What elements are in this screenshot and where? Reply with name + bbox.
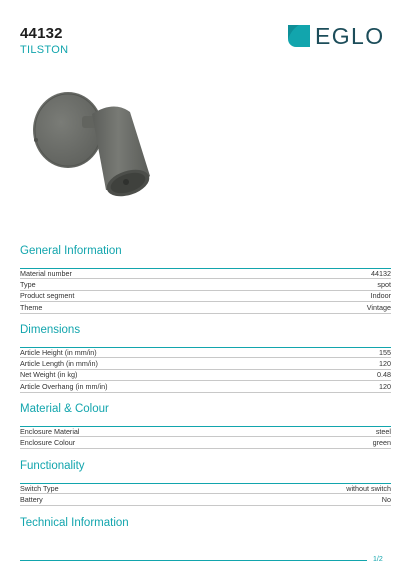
spec-value: Vintage (366, 302, 391, 312)
spec-label: Article Height (in mm/in) (20, 348, 97, 358)
article-name: TILSTON (20, 44, 69, 56)
brand-mark-icon (288, 25, 310, 47)
spec-row (20, 347, 391, 358)
section-title-material: Material & Colour (20, 403, 109, 415)
dimensions-table (20, 347, 391, 393)
spec-row (20, 291, 391, 302)
spec-row (20, 279, 391, 290)
spec-value: Indoor (370, 291, 391, 301)
page-number: 1/2 (373, 556, 383, 563)
general-info-table (20, 268, 391, 314)
spec-label: Type (20, 280, 36, 290)
article-number: 44132 (20, 25, 63, 42)
spec-value: spot (377, 280, 391, 290)
spec-label: Enclosure Material (20, 427, 80, 437)
spec-label: Material number (20, 269, 72, 279)
section-title-dimensions: Dimensions (20, 324, 81, 336)
section-title-technical: Technical Information (20, 517, 129, 529)
spec-row (20, 426, 391, 437)
spec-value: green (372, 438, 391, 448)
spot-lamp-icon (22, 92, 172, 212)
spec-label: Article Length (in mm/in) (20, 359, 98, 369)
spec-row (20, 483, 391, 494)
spec-row (20, 358, 391, 369)
spec-value: 44132 (371, 269, 391, 279)
spec-value: No (381, 495, 391, 505)
spec-label: Battery (20, 495, 43, 505)
spec-value: steel (375, 427, 391, 437)
spec-row (20, 494, 391, 505)
spec-label: Theme (20, 302, 43, 312)
section-title-functionality: Functionality (20, 460, 85, 472)
spec-label: Enclosure Colour (20, 438, 76, 448)
spec-value: 120 (379, 381, 391, 391)
spec-row (20, 437, 391, 448)
spec-row (20, 302, 391, 313)
spec-label: Article Overhang (in mm/in) (20, 381, 108, 391)
spec-label: Net Weight (in kg) (20, 370, 78, 380)
spec-value: 0.48 (377, 370, 391, 380)
functionality-table (20, 483, 391, 506)
spec-value: 155 (379, 348, 391, 358)
section-title-general: General Information (20, 245, 122, 257)
spec-label: Product segment (20, 291, 75, 301)
material-table (20, 426, 391, 449)
spec-value: without switch (346, 484, 391, 494)
brand-name: EGLO (315, 23, 385, 49)
brand-logo (288, 24, 385, 48)
spec-value: 120 (379, 359, 391, 369)
spec-row (20, 381, 391, 392)
footer-divider (20, 560, 367, 561)
spec-label: Switch Type (20, 484, 59, 494)
spec-row (20, 268, 391, 279)
spec-row (20, 370, 391, 381)
